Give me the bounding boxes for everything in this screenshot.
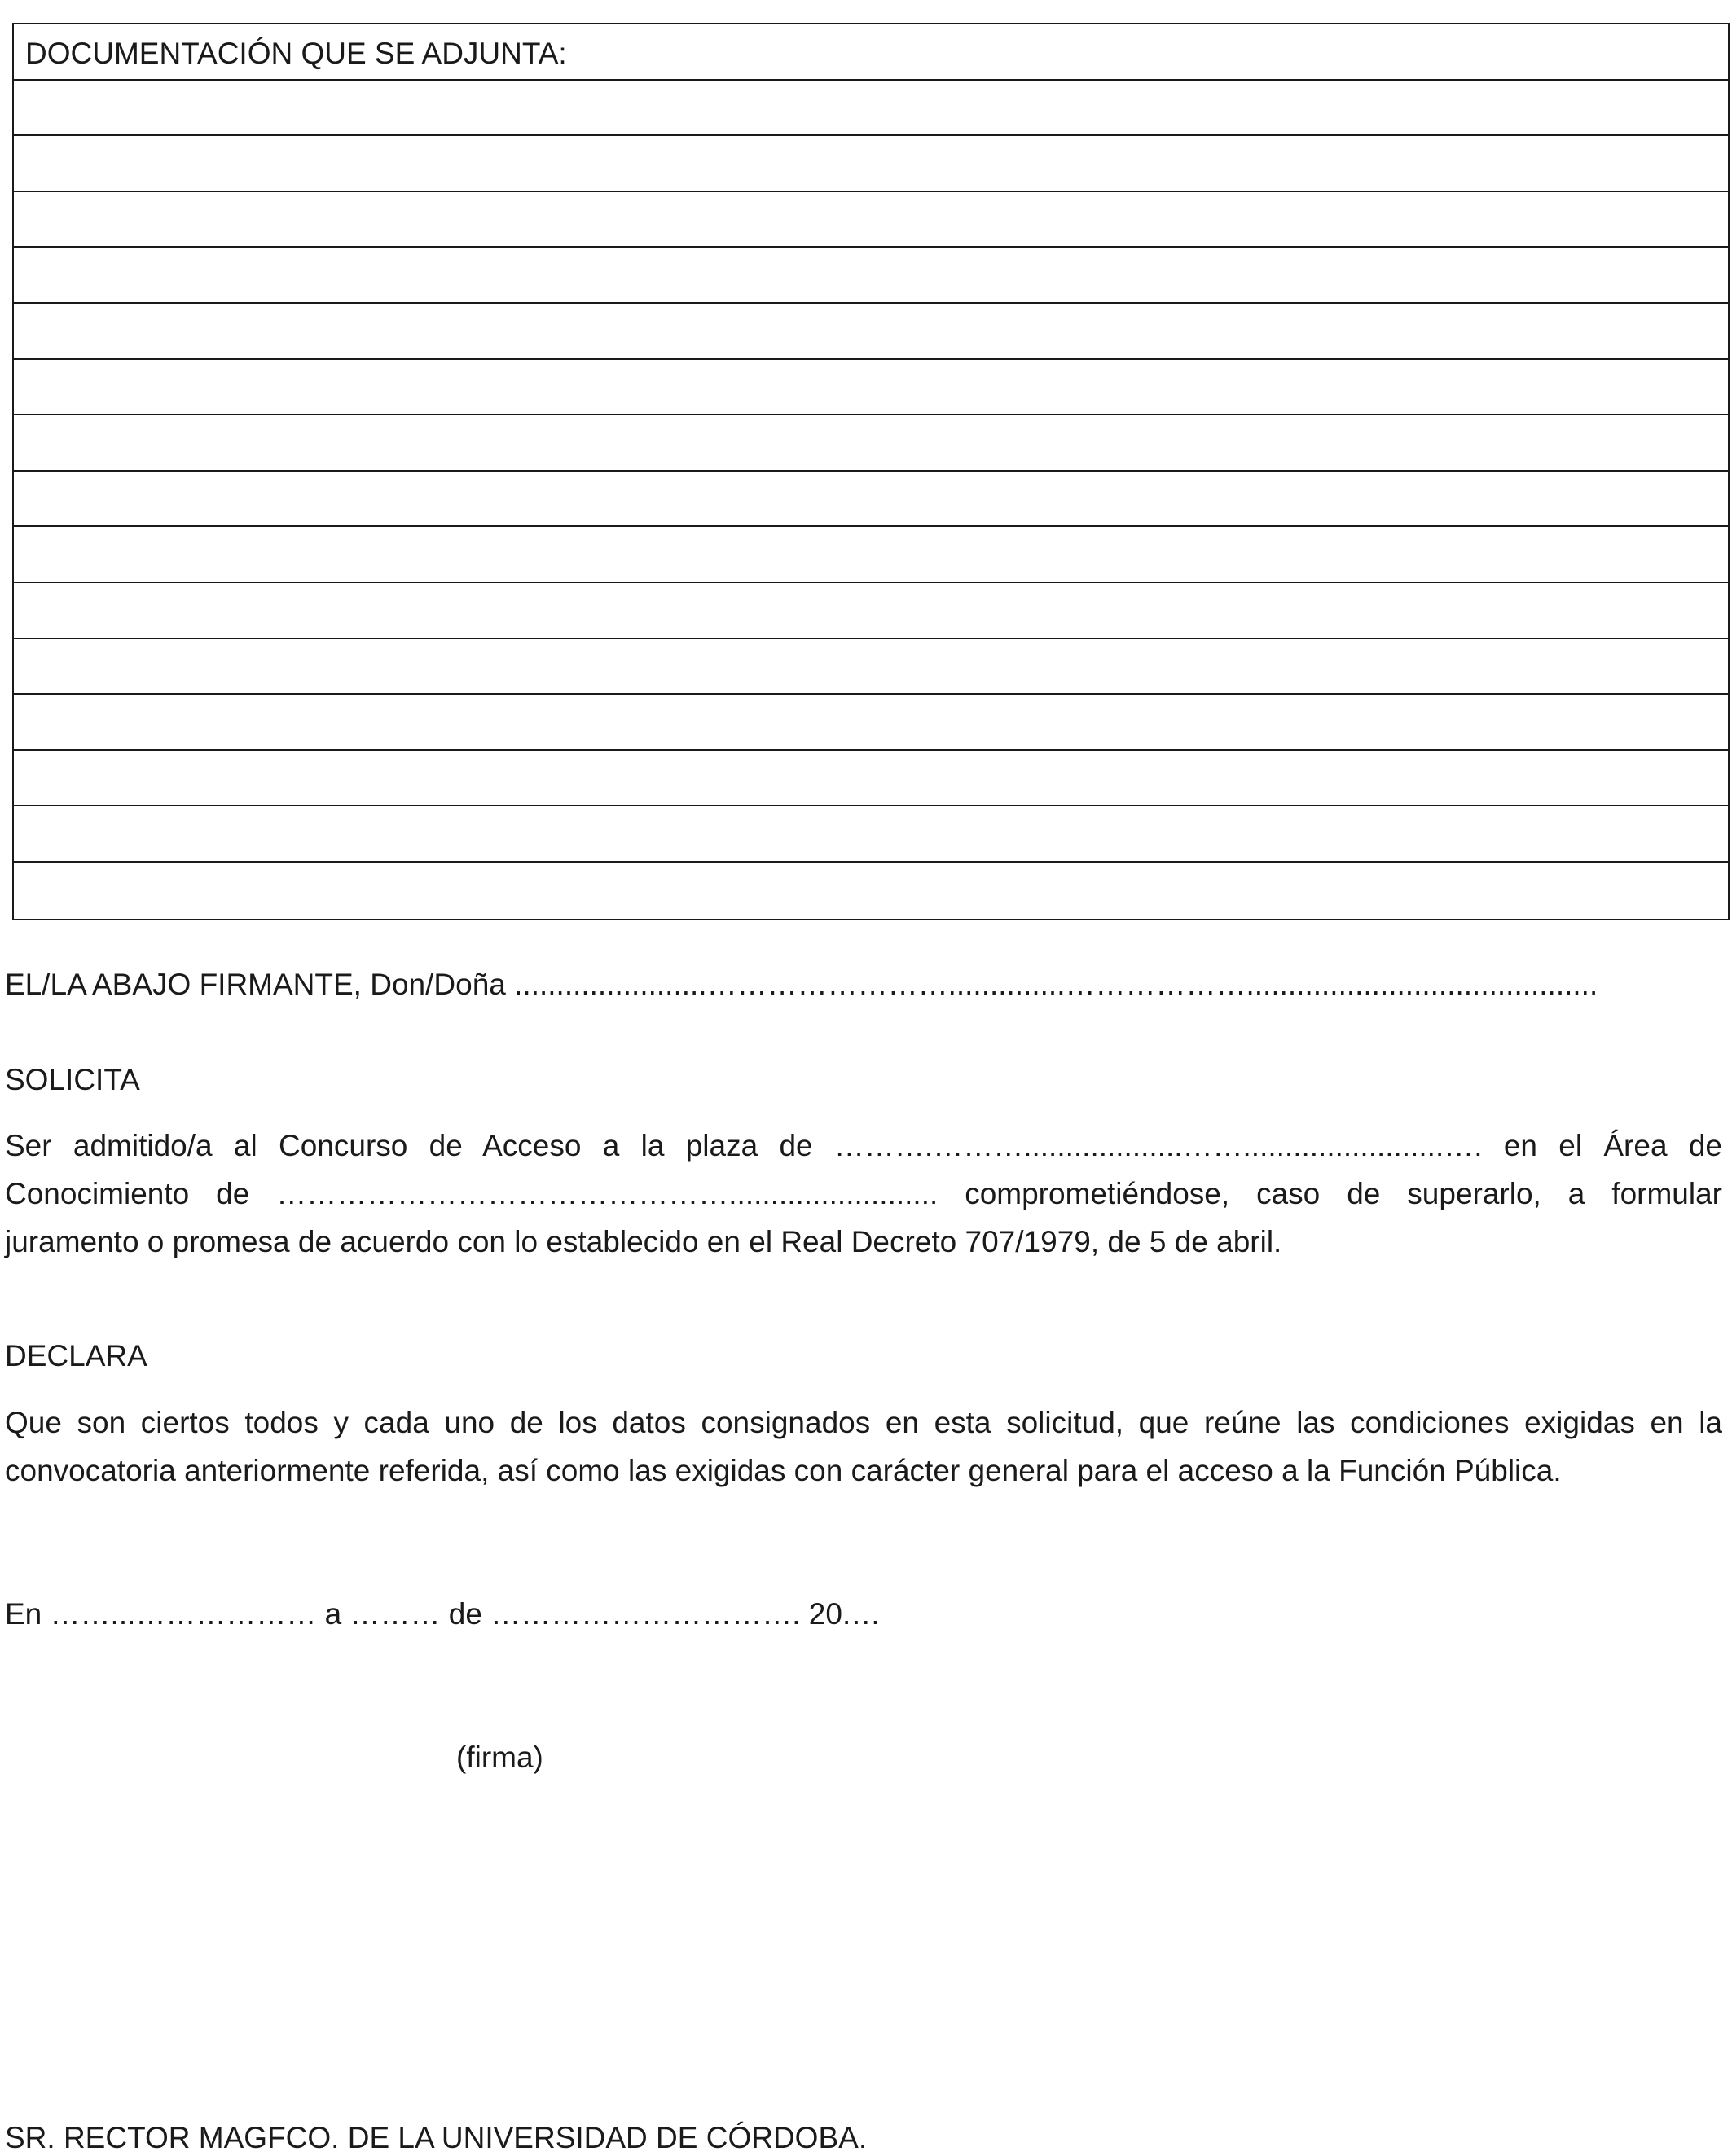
documentation-blank-row[interactable] [14,863,1728,919]
addressee-line: SR. RECTOR MAGFCO. DE LA UNIVERSIDAD DE CÓRDOBA. [5,2121,868,2154]
solicita-text-line: Conocimiento de ………………………………………......................... comprometiéndose, caso de superarlo, a formular [5,1177,1722,1210]
documentation-blank-row[interactable] [14,136,1728,192]
documentation-blank-row[interactable] [14,248,1728,304]
declara-text-line: Que son ciertos todos y cada uno de los datos consignados en esta solicitud, que reúne las condiciones exigidas en la [5,1406,1722,1439]
declara-text-last-line: convocatoria anteriormente referida, así como las exigidas con carácter general para el acceso a la Función Pública. [5,1454,1562,1487]
documentation-blank-row[interactable] [14,639,1728,696]
documentation-blank-row[interactable] [14,806,1728,863]
documentation-blank-row[interactable] [14,527,1728,583]
solicita-heading: SOLICITA [5,1063,140,1096]
documentation-blank-row[interactable] [14,415,1728,472]
solicita-text-line: Ser admitido/a al Concurso de Acceso a la plaza de ……….………...................……........................…. en el Área de [5,1129,1722,1162]
signature-label: (firma) [456,1741,543,1774]
documentation-blank-row[interactable] [14,695,1728,751]
declara-heading: DECLARA [5,1339,147,1372]
documentation-blank-row[interactable] [14,192,1728,248]
documentation-table [12,23,1730,920]
documentation-blank-row[interactable] [14,583,1728,639]
documentation-header: DOCUMENTACIÓN QUE SE ADJUNTA: [25,37,567,70]
documentation-blank-row[interactable] [14,81,1728,137]
documentation-blank-row[interactable] [14,751,1728,807]
solicita-text-last-line: juramento o promesa de acuerdo con lo establecido en el Real Decreto 707/1979, de 5 de abril. [5,1225,1282,1258]
documentation-blank-row[interactable] [14,472,1728,528]
documentation-blank-row[interactable] [14,360,1728,416]
place-date-line: En ……...……………… a ……… de …………………………. 20.… [5,1597,881,1631]
signatory-line: EL/LA ABAJO FIRMANTE, Don/Doña .......................……………………..............……………….......................................... [5,968,1598,1001]
documentation-blank-row[interactable] [14,304,1728,360]
documentation-header-row [14,24,1728,81]
